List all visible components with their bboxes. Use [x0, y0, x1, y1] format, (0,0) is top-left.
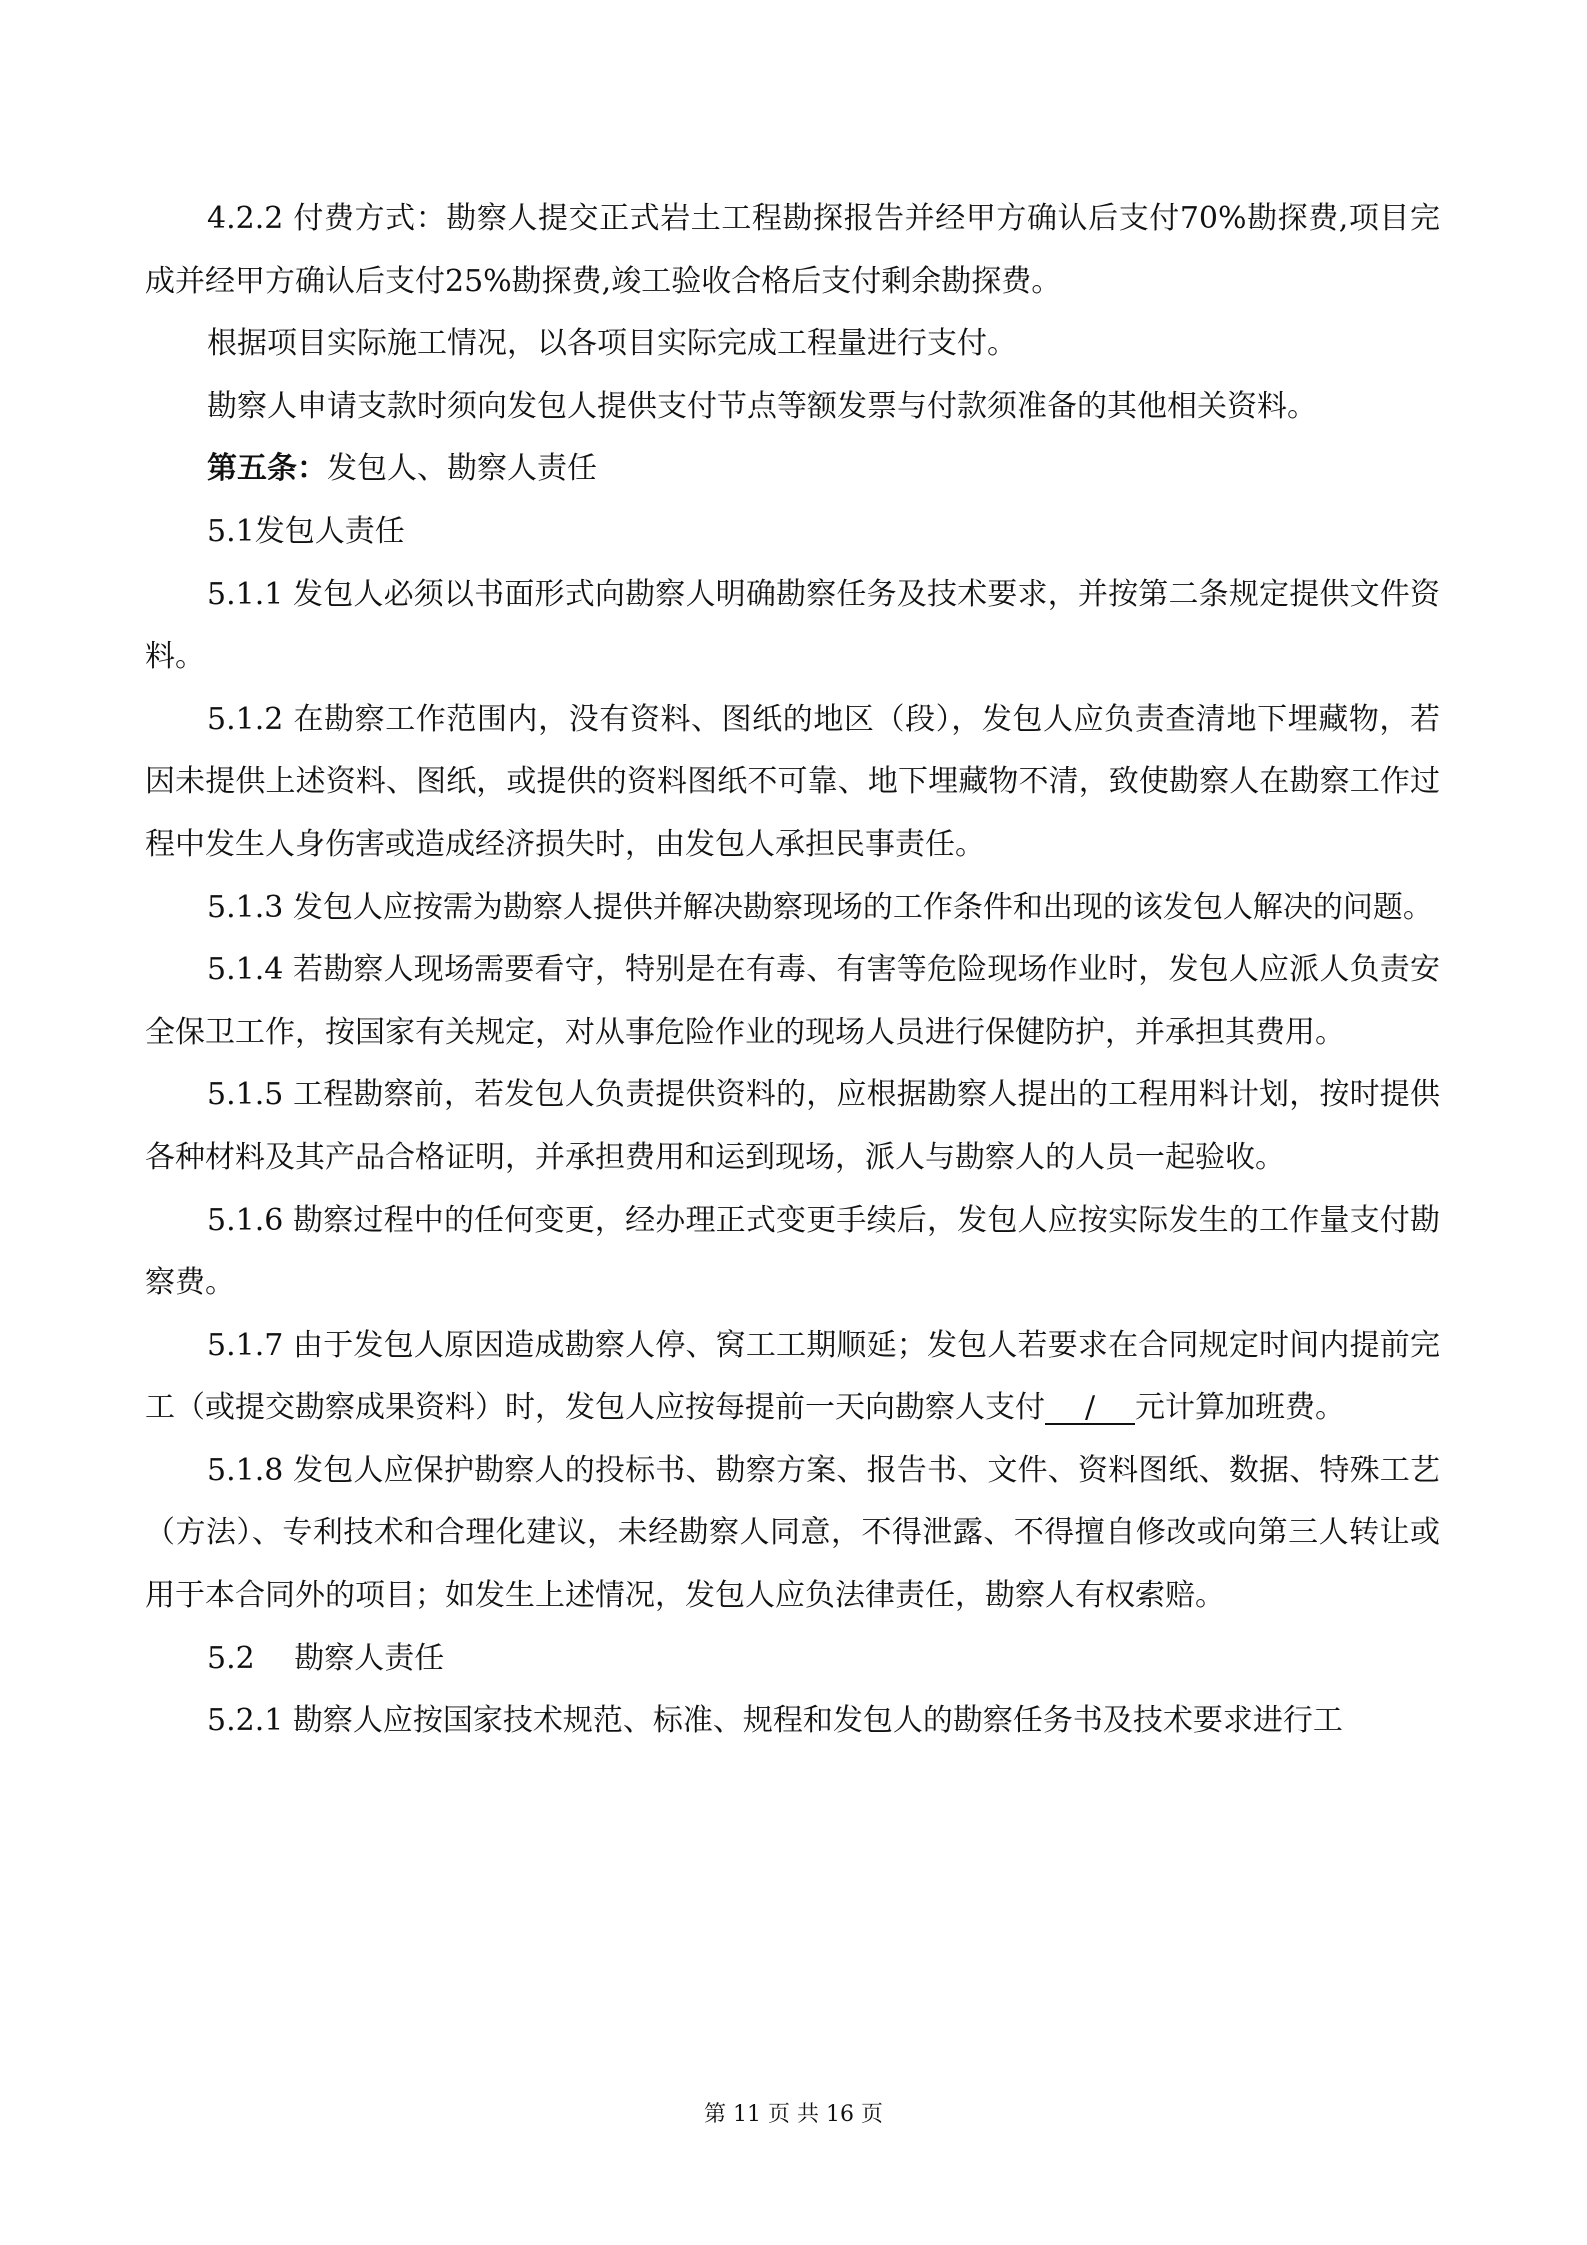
paragraph-5-1-3: 5.1.3 发包人应按需为勘察人提供并解决勘察现场的工作条件和出现的该发包人解决的问题。 — [207, 889, 1433, 925]
paragraph-5-1-7-tail: 元计算加班费。 — [1135, 1390, 1345, 1426]
paragraph-5-1-7-text: 5.1.7 由于发包人原因造成勘察人停、窝工工期顺延；发包人若要求在合同规定时间内提前完工（或提交勘察成果资料）时，发包人应按每提前一天向勘察人支付 — [145, 1327, 1440, 1426]
paragraph-5-1-8: 5.1.8 发包人应保护勘察人的投标书、勘察方案、报告书、文件、资料图纸、数据、特殊工艺（方法）、专利技术和合理化建议，未经勘察人同意，不得泄露、不得擅自修改或向第三人转让或用于本合同外的项目；如发生上述情况，发包人应负法律责任，勘察人有权索赔。 — [145, 1452, 1440, 1614]
paragraph-5-1-4: 5.1.4 若勘察人现场需要看守，特别是在有毒、有害等危险现场作业时，发包人应派人负责安全保卫工作，按国家有关规定，对从事危险作业的现场人员进行保健防护，并承担其费用。 — [145, 952, 1440, 1050]
page-body — [145, 188, 1440, 1753]
paragraph-invoice-requirement: 勘察人申请支款时须向发包人提供支付节点等额发票与付款须准备的其他相关资料。 — [207, 388, 1317, 424]
paragraph-5-1-7 — [145, 1315, 1440, 1440]
paragraph-5-1-5: 5.1.5 工程勘察前，若发包人负责提供资料的，应根据勘察人提出的工程用料计划，按时提供各种材料及其产品合格证明，并承担费用和运到现场，派人与勘察人的人员一起验收。 — [145, 1077, 1440, 1175]
subheading-5-2: 5.2 勘察人责任 — [207, 1640, 445, 1676]
paragraph-5-1-6: 5.1.6 勘察过程中的任何变更，经办理正式变更手续后，发包人应按实际发生的工作量支付勘察费。 — [145, 1202, 1440, 1301]
article-5-title: 发包人、勘察人责任 — [327, 451, 597, 487]
paragraph-5-2-1: 5.2.1 勘察人应按国家技术规范、标准、规程和发包人的勘察任务书及技术要求进行工 — [207, 1703, 1343, 1739]
paragraph-5-1-2: 5.1.2 在勘察工作范围内，没有资料、图纸的地区（段），发包人应负责查清地下埋藏物，若因未提供上述资料、图纸，或提供的资料图纸不可靠、地下埋藏物不清，致使勘察人在勘察工作过程中发生人身伤害或造成经济损失时，由发包人承担民事责任。 — [145, 701, 1440, 862]
page-number-footer: 第 11 页 共 16 页 — [704, 2102, 883, 2127]
fill-in-blank: / — [1045, 1393, 1135, 1425]
paragraph-payment-basis: 根据项目实际施工情况，以各项目实际完成工程量进行支付。 — [207, 326, 1017, 362]
article-5-label: 第五条： — [207, 451, 327, 487]
paragraph-5-1-1: 5.1.1 发包人必须以书面形式向勘察人明确勘察任务及技术要求，并按第二条规定提供文件资料。 — [145, 576, 1440, 675]
section-heading-article-5 — [145, 438, 1440, 501]
subheading-5-1: 5.1发包人责任 — [207, 513, 405, 549]
paragraph-4-2-2: 4.2.2 付费方式：勘察人提交正式岩土工程勘探报告并经甲方确认后支付70%勘探费,项目完成并经甲方确认后支付25%勘探费,竣工验收合格后支付剩余勘探费。 — [145, 201, 1440, 299]
